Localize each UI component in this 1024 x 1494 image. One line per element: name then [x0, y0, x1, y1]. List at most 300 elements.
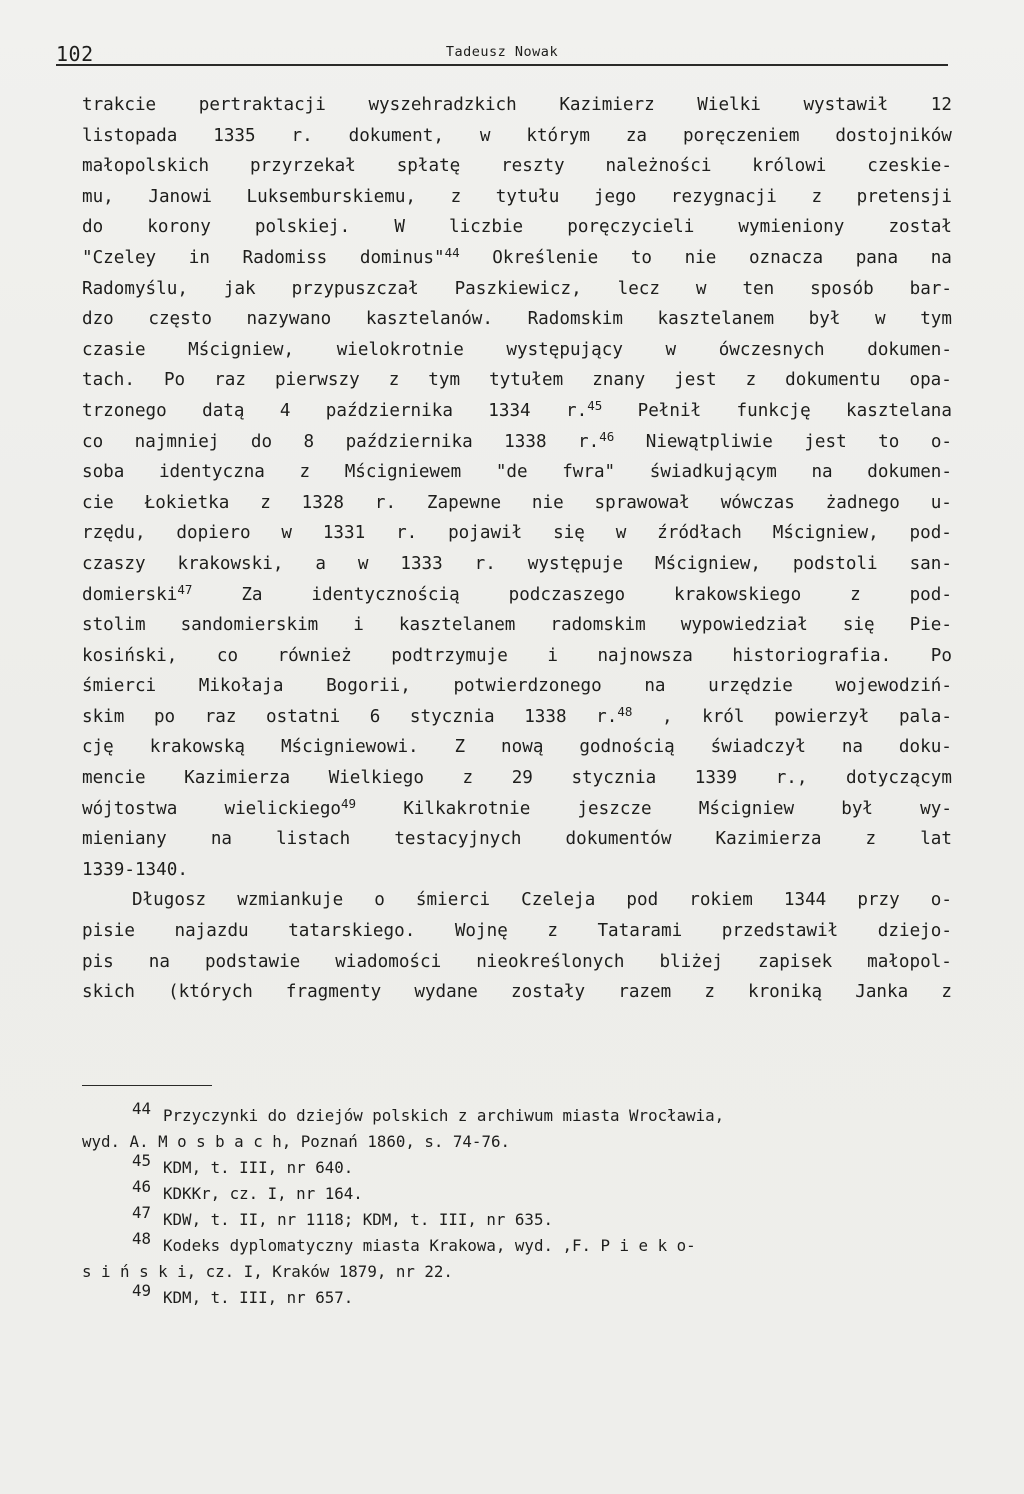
word: [496, 457, 528, 488]
word-text: do: [250, 431, 273, 452]
word-text: znany: [592, 370, 646, 391]
word: [451, 182, 462, 213]
word: [646, 427, 773, 458]
word-text: którym: [526, 125, 590, 146]
word-text: w: [695, 278, 707, 299]
word-text: 1334: [488, 400, 531, 421]
text-line: [82, 243, 952, 274]
word-text: Radomyślu,: [82, 278, 188, 299]
word: [292, 274, 419, 305]
word-text: poręczycieli: [567, 217, 695, 238]
word: [397, 151, 461, 182]
word: [867, 151, 952, 182]
word: [326, 671, 411, 702]
word: [846, 396, 952, 427]
word-text: lecz: [617, 278, 660, 299]
word-text: zapisek: [758, 951, 833, 972]
word: [699, 794, 794, 825]
word: [391, 641, 508, 672]
word-text: na: [930, 247, 952, 268]
footnote: [82, 1099, 952, 1129]
word: [716, 824, 822, 855]
text-line: [82, 580, 952, 611]
word-text: mieniany: [82, 829, 167, 850]
word: [135, 427, 220, 458]
word-text: Długosz: [132, 890, 207, 911]
word-text: przypuszczał: [291, 278, 419, 299]
word-text: wielokrotnie: [336, 339, 464, 360]
word-text: domierski: [82, 584, 178, 605]
word-text: san-: [909, 553, 952, 574]
word: [681, 610, 808, 641]
word-text: należności: [605, 156, 712, 177]
word-text: śmierci: [415, 890, 491, 911]
word-text: wy-: [920, 798, 952, 819]
word: [453, 671, 601, 702]
word: [671, 182, 777, 213]
text-line: [82, 396, 952, 427]
text-line: [82, 457, 952, 488]
word-text: o: [374, 890, 385, 911]
word-text: skim: [82, 706, 125, 727]
word-text: listach: [276, 829, 351, 850]
word-text: Mścigniew,: [188, 339, 295, 360]
word: [358, 549, 369, 580]
word-text: na: [841, 737, 864, 758]
word: [455, 916, 508, 947]
word: [749, 243, 823, 274]
word: [550, 610, 645, 641]
text-line: [82, 274, 952, 305]
word: [175, 916, 249, 947]
word-text: dotyczącym: [846, 768, 952, 789]
word: [181, 610, 319, 641]
word-text: pertraktacji: [198, 95, 326, 115]
word-text: tatarskiego.: [288, 921, 416, 942]
word-text: W: [394, 217, 405, 238]
footnote-text: Kodeks dyplomatyczny miasta Krakowa, wyd. ,F. P i e k o-: [163, 1236, 696, 1255]
word: [202, 396, 244, 427]
word: [910, 610, 952, 641]
word-text: liczbie: [449, 217, 524, 238]
word-text: się: [553, 523, 585, 544]
word-text: z: [547, 921, 558, 942]
word-text: śmierci: [82, 676, 157, 697]
word-text: dziejo-: [877, 921, 952, 942]
word-text: korony: [147, 217, 211, 238]
word-text: wydane: [414, 982, 478, 1003]
word: [82, 304, 114, 335]
word: [666, 335, 677, 366]
footnote-reference: 48: [617, 703, 633, 719]
word-text: r.: [396, 523, 418, 544]
word: [211, 824, 232, 855]
text-line: [82, 885, 952, 916]
footnote-text: KDKKr, cz. I, nr 164.: [163, 1184, 363, 1203]
footnote: [82, 1177, 952, 1207]
footnote-reference: 49: [341, 795, 357, 811]
word-text: 1335: [213, 125, 256, 146]
word: [159, 457, 265, 488]
word: [188, 335, 294, 366]
word-text: wypowiedział: [680, 615, 808, 636]
word: [247, 304, 332, 335]
word: [475, 549, 496, 580]
word-text: kasztelanów.: [365, 309, 493, 330]
word: [626, 121, 647, 152]
word: [506, 335, 623, 366]
word: [910, 580, 952, 611]
word: [835, 671, 952, 702]
word: [803, 90, 888, 121]
word-text: bliżej: [659, 951, 724, 972]
word-text: dzo: [82, 309, 114, 330]
word-text: fwra": [562, 462, 616, 483]
word: [410, 702, 495, 733]
word: [722, 916, 839, 947]
word: [867, 335, 952, 366]
word: [449, 212, 523, 243]
word: [82, 641, 177, 672]
word-text: najmniej: [134, 431, 220, 452]
word-text: podtrzymuje: [391, 645, 508, 666]
word-text: 1339-1340.: [82, 859, 188, 880]
word: [205, 947, 300, 978]
word-text: potwierdzonego: [453, 676, 602, 697]
word-text: wymieniony: [738, 217, 845, 238]
word-text: pod-: [909, 523, 952, 544]
word-text: w: [875, 309, 886, 330]
footnote-number: 47: [132, 1203, 152, 1222]
word: [275, 365, 360, 396]
word-text: tym: [428, 370, 461, 391]
word-text: wojewodziń-: [835, 676, 952, 697]
word-text: Wielki: [697, 95, 761, 115]
word-text: w: [479, 125, 491, 146]
word: [683, 121, 800, 152]
footnote-separator: [82, 1085, 212, 1086]
word-text: ostatni: [266, 706, 341, 727]
word: [476, 947, 624, 978]
word: [237, 885, 343, 916]
word-text: przy: [857, 890, 900, 911]
word: [82, 824, 167, 855]
word: [511, 977, 585, 1008]
word-text: fragmenty: [285, 982, 382, 1003]
word-text: występuje: [527, 553, 624, 574]
word: [414, 977, 478, 1008]
word-text: z: [850, 584, 861, 605]
word: [941, 977, 952, 1008]
word: [492, 243, 598, 274]
word-text: to: [878, 431, 900, 452]
word-text: lat: [920, 829, 952, 850]
word-text: raz: [204, 706, 237, 727]
word-text: pojawił: [448, 523, 523, 544]
word: [243, 243, 328, 274]
word: [931, 885, 952, 916]
word-text: Po: [930, 645, 952, 666]
word: [695, 763, 737, 794]
word-text: do: [82, 217, 104, 238]
word-text: 6: [369, 706, 381, 727]
word: [145, 488, 230, 519]
word: [416, 885, 490, 916]
word-text: nie: [684, 247, 717, 268]
word: [910, 274, 952, 305]
word: [311, 580, 459, 611]
word: [82, 212, 103, 243]
text-line: [82, 794, 952, 825]
word: [562, 457, 615, 488]
word-text: nieokreślonych: [476, 951, 625, 972]
word-text: tytułu: [495, 186, 560, 207]
word: [276, 824, 350, 855]
word: [674, 580, 801, 611]
word: [631, 243, 652, 274]
word: [878, 427, 899, 458]
word-text: sprawował: [594, 492, 690, 513]
word: [835, 121, 952, 152]
word-text: nie: [531, 492, 564, 513]
word: [867, 457, 952, 488]
word-text: oznacza: [748, 247, 824, 268]
word: [281, 732, 419, 763]
word-text: 1344: [783, 890, 827, 911]
word-text: Pie-: [909, 615, 952, 636]
word-text: tach.: [82, 370, 135, 391]
text-line: [82, 335, 952, 366]
word-text: co: [216, 645, 239, 666]
word: [255, 212, 350, 243]
word-text: krakowską: [149, 737, 246, 758]
footnote-number: 44: [132, 1099, 152, 1118]
footnote-number: 46: [132, 1177, 152, 1196]
word-text: Mścigniew,: [655, 553, 761, 574]
word-text: podstawie: [204, 951, 301, 972]
footnote-number: 49: [132, 1281, 152, 1300]
word-text: z: [941, 982, 952, 1003]
word: [82, 243, 156, 274]
word: [480, 121, 491, 152]
word-text: wystawił: [803, 95, 889, 115]
word-text: małopolskich: [82, 156, 210, 177]
word: [315, 549, 326, 580]
text-line: [82, 90, 952, 121]
word-text: historiografia.: [732, 645, 892, 666]
word-text: pisie: [82, 921, 135, 942]
word-text: identycznością: [311, 584, 460, 605]
word: [205, 702, 237, 733]
word: [931, 427, 952, 458]
word-text: mencie: [82, 768, 146, 789]
text-line: [82, 151, 952, 182]
word-text: r.: [474, 553, 496, 574]
text-line: [82, 549, 952, 580]
text-line: [82, 427, 952, 458]
word: [82, 855, 188, 886]
word-text: dokumen-: [867, 462, 952, 483]
word: [910, 365, 952, 396]
word-text: cie: [82, 492, 114, 513]
word: [302, 488, 344, 519]
word: [855, 977, 908, 1008]
word: [400, 549, 442, 580]
word: [721, 488, 795, 519]
word-text: z: [388, 370, 400, 391]
text-line: [82, 977, 952, 1008]
word-text: w: [615, 523, 627, 544]
footnote-continuation: [82, 1259, 952, 1285]
word: [82, 763, 146, 794]
word: [719, 335, 825, 366]
text-line: [82, 702, 952, 733]
footnote-text: KDM, t. III, nr 640.: [163, 1158, 354, 1177]
word-text: powierzył: [774, 706, 870, 727]
word-text: doku-: [898, 737, 952, 758]
word: [662, 702, 673, 733]
word: [148, 182, 212, 213]
word-text: Mścigniew: [698, 798, 795, 819]
word: [708, 671, 793, 702]
word-text: Janowi: [148, 186, 212, 207]
text-line: [82, 824, 952, 855]
word-text: Po: [163, 370, 186, 391]
word-text: raz: [214, 370, 246, 391]
word-text: 1328: [301, 492, 345, 513]
word-text: 1339: [694, 768, 738, 789]
word-text: często: [148, 309, 212, 330]
text-line: [82, 610, 952, 641]
word: [394, 212, 405, 243]
word-text: Wojnę: [454, 921, 508, 942]
word-text: i: [547, 645, 558, 666]
word: [920, 824, 952, 855]
word-text: świadkującym: [649, 462, 777, 483]
word-text: żadnego: [825, 492, 900, 513]
word-text: sandomierskim: [180, 615, 319, 636]
word: [931, 488, 952, 519]
word-text: rokiem: [689, 890, 753, 911]
word: [448, 518, 522, 549]
word-text: został: [888, 217, 952, 238]
word-text: r.,: [775, 768, 808, 789]
word-text: Mścigniew,: [772, 523, 879, 544]
word-text: listopada: [82, 125, 178, 146]
word: [176, 518, 250, 549]
text-line: [82, 855, 952, 886]
text-line: [82, 488, 952, 519]
word: [455, 274, 582, 305]
word-text: dokumentu: [785, 370, 881, 391]
word: [920, 794, 952, 825]
word: [737, 396, 811, 427]
word-text: (których: [168, 982, 253, 1003]
word: [577, 794, 651, 825]
word-text: czasie: [82, 339, 146, 360]
word-text: występujący: [506, 339, 623, 360]
footnote-reference: 47: [177, 581, 193, 597]
word: [856, 243, 898, 274]
word-text: tym: [920, 309, 952, 330]
word-text: pana: [855, 247, 899, 268]
word: [82, 151, 209, 182]
word-text: pis: [82, 951, 114, 972]
word-text: nazywano: [246, 309, 332, 330]
word: [597, 916, 682, 947]
word: [809, 304, 841, 335]
word-text: kosiński,: [82, 645, 178, 666]
word: [366, 304, 493, 335]
word: [463, 763, 474, 794]
word: [711, 732, 806, 763]
word-text: przyrzekał: [249, 156, 356, 177]
word-text: sposób: [810, 278, 874, 299]
word: [501, 732, 543, 763]
word-text: identyczna: [158, 462, 265, 483]
word: [592, 365, 645, 396]
word: [773, 518, 879, 549]
text-line: [82, 671, 952, 702]
footnote: [82, 1203, 952, 1233]
word: [567, 212, 694, 243]
word-text: Radomskim: [527, 309, 623, 330]
word-text: na: [210, 829, 233, 850]
text-line: [82, 732, 952, 763]
word-text: pod: [626, 890, 659, 911]
word-text: pierwszy: [274, 370, 360, 391]
word-text: podstoli: [792, 553, 878, 574]
word-text: z: [811, 186, 823, 207]
word-text: to: [630, 247, 652, 268]
word-text: 12: [930, 95, 952, 115]
word: [427, 488, 501, 519]
word-text: Kazimierz: [559, 95, 655, 115]
footnote-reference: 44: [444, 244, 460, 260]
word: [899, 702, 952, 733]
word-text: 4: [279, 400, 291, 421]
word-text: r.: [578, 431, 600, 452]
word-text: kasztelana: [846, 400, 952, 421]
word: [132, 885, 206, 916]
word-text: dokument,: [348, 125, 444, 146]
word: [360, 243, 460, 274]
word: [154, 702, 175, 733]
word-text: krakowskiego: [674, 584, 802, 605]
word: [857, 182, 952, 213]
word: [496, 182, 560, 213]
word-text: za: [625, 125, 648, 146]
word-text: z: [704, 982, 715, 1003]
word-text: źródłach: [657, 523, 742, 544]
word: [528, 304, 623, 335]
word-text: królowi: [752, 156, 827, 177]
word: [618, 977, 671, 1008]
word: [346, 427, 473, 458]
word-text: godnością: [579, 737, 675, 758]
word: [650, 457, 777, 488]
word: [532, 488, 564, 519]
word: [247, 182, 416, 213]
word: [566, 396, 602, 427]
word-text: Określenie: [492, 247, 599, 268]
word-text: na: [644, 676, 666, 697]
word: [82, 977, 135, 1008]
word: [326, 396, 453, 427]
word: [504, 427, 546, 458]
word: [626, 885, 658, 916]
word: [370, 702, 381, 733]
